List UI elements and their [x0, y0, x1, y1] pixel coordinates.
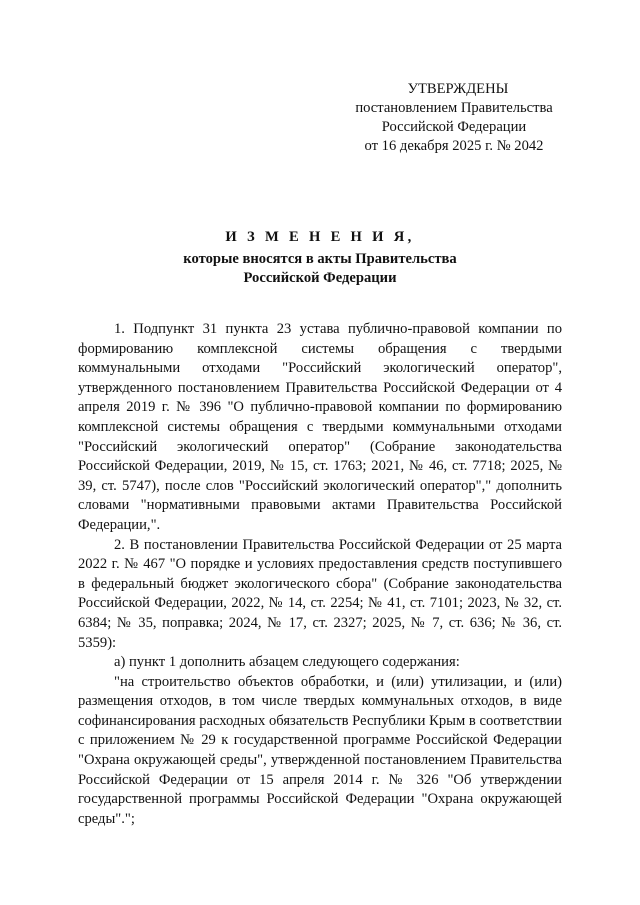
- subtitle-line-1: которые вносятся в акты Правительства: [183, 251, 457, 267]
- paragraph-subitem-a: а) пункт 1 дополнить абзацем следующего содержания:: [114, 654, 460, 671]
- approval-line-1: постановлением Правительства: [355, 100, 553, 116]
- approval-line-3: от 16 декабря 2025 г. № 2042: [364, 138, 544, 154]
- subtitle-line-2: Российской Федерации: [243, 270, 397, 286]
- approval-block: [330, 80, 578, 156]
- document-subtitle: [78, 250, 562, 288]
- document-body: [78, 320, 562, 829]
- approval-line-2: Российской Федерации: [381, 119, 527, 135]
- paragraph-item-2: 2. В постановлении Правительства Российской Федерации от 25 марта 2022 г. № 467 "О порядке и условиях предоставления средств поступившего в федеральный бюджет экологического сбора" (Собрание законодательства Российской Федерации, 2022, № 14, ст. 2254; № 41, ст. 7101; 2023, № 32, ст. 6384; № 35, поправка; 2024, № 17, ст. 2327; 2025, № 7, ст. 636; № 36, ст. 5359):: [78, 536, 562, 651]
- approval-heading: УТВЕРЖДЕНЫ: [407, 81, 509, 97]
- document-title: И З М Е Н Е Н И Я,: [225, 229, 415, 245]
- paragraph-quote: "на строительство объектов обработки, и (или) утилизации, и (или) размещения отходов, в том числе твердых коммунальных отходов, в виде софинансирования расходных обязательств Республики Крым в соответствии с приложением № 29 к государственной программе Российской Федерации "Охрана окружающей среды", утвержденной постановлением Правительства Российской Федерации от 15 апреля 2014 г. № 326 "Об утверждении государственной программы Российской Федерации "Охрана окружающей среды".";: [78, 673, 562, 827]
- paragraph-item-1: 1. Подпункт 31 пункта 23 устава публично-правовой компании по формированию комплексной системы обращения с твердыми коммунальными отходами "Российский экологический оператор", утвержденного постановлением Правительства Российской Федерации от 4 апреля 2019 г. № 396 "О публично-правовой компании по формированию комплексной системы обращения с твердыми коммунальными отходами "Российский экологический оператор" (Собрание законодательства Российской Федерации, 2019, № 15, ст. 1763; 2021, № 46, ст. 7718; 2025, № 39, ст. 5747), после слов "Российский экологический оператор"," дополнить словами "нормативными правовыми актами Правительства Российской Федерации,".: [78, 321, 562, 533]
